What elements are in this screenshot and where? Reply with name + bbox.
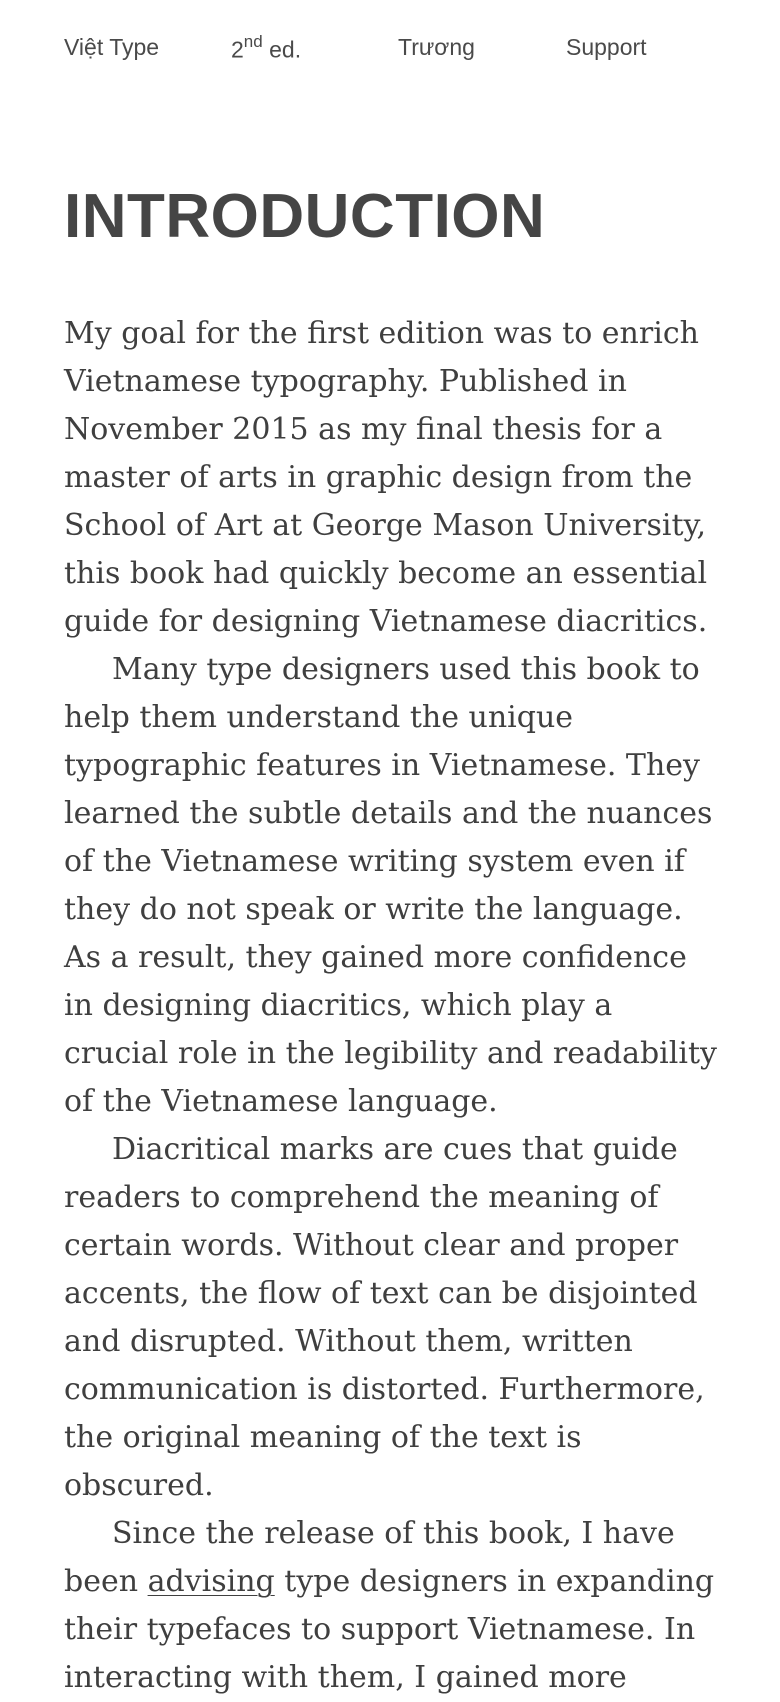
paragraph-3: Diacritical marks are cues that guide readers to comprehend the meaning of certain words. Without clear and proper accents, the flow of text can be disjointed and disrupted. Without them, written communication is distorted. Furthermore, the original meaning of the text is obscured.: [64, 1132, 705, 1503]
paragraph-4: [64, 1510, 720, 1702]
top-nav: [64, 28, 716, 68]
nav-link-author[interactable]: Trương: [398, 34, 475, 60]
paragraph-2: Many type designers used this book to help them understand the unique typographic features in Vietnamese. They learned the subtle details and the nuances of the Vietnamese writing system even if they do not speak or write the language. As a result, they gained more confidence in designing diacritics, which play a crucial role in the legibility and readability of the Vietnamese language.: [64, 652, 717, 1119]
article-body: [64, 310, 720, 1702]
paragraph-4-start: Since the release of this book, I have been: [64, 1516, 675, 1599]
nav-link-home[interactable]: Việt Type: [64, 34, 160, 60]
advising-link[interactable]: advising: [147, 1564, 275, 1599]
edition-suffix: nd: [243, 32, 263, 51]
paragraph-4-end: type designers in expanding their typefaces to support Vietnamese. In interacting with them, I gained more: [64, 1564, 715, 1695]
nav-link-edition[interactable]: [231, 34, 301, 64]
edition-label: ed.: [262, 36, 302, 63]
page-title: INTRODUCTION: [64, 182, 546, 251]
paragraph-1: My goal for the first edition was to enrich Vietnamese typography. Published in November 2015 as my final thesis for a master of arts in graphic design from the School of Art at George Mason University, this book had quickly become an essential guide for designing Vietnamese diacritics.: [64, 316, 708, 639]
nav-link-support[interactable]: Support: [566, 34, 647, 60]
edition-number: 2: [231, 36, 244, 63]
